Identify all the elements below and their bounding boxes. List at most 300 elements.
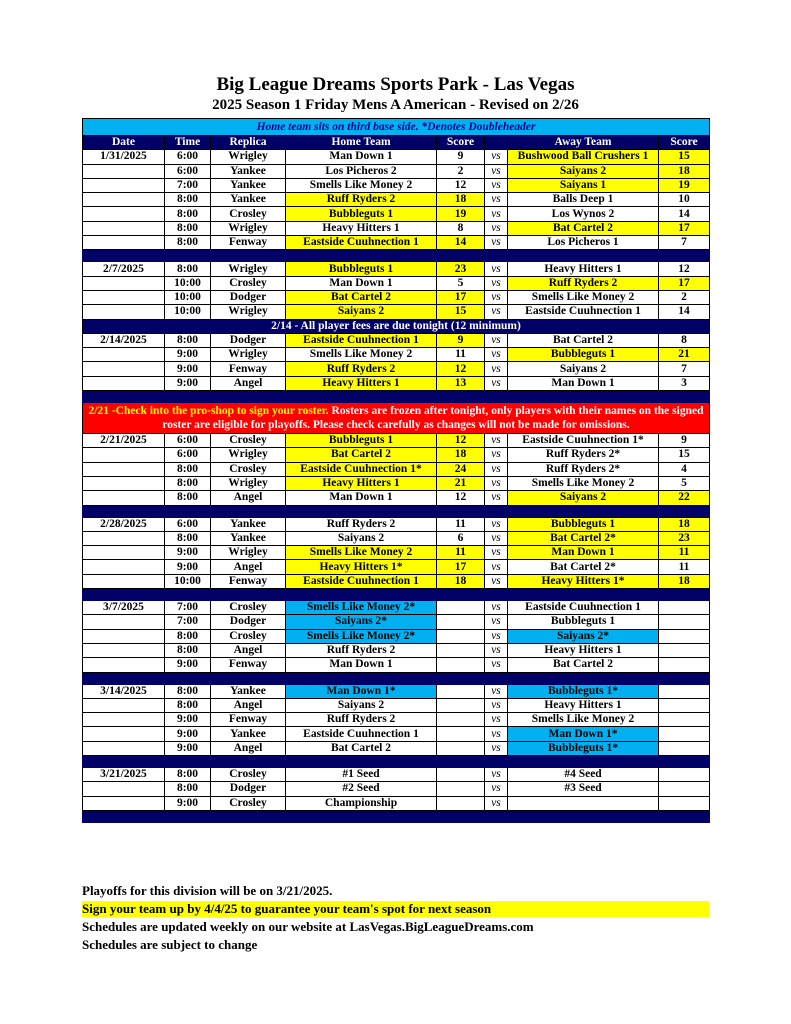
game-time: 8:00 bbox=[165, 333, 211, 347]
away-score bbox=[659, 713, 710, 727]
game-row bbox=[83, 796, 710, 810]
game-row bbox=[83, 178, 710, 192]
away-team: Man Down 1 bbox=[508, 546, 659, 560]
game-time: 8:00 bbox=[165, 531, 211, 545]
home-team: #2 Seed bbox=[286, 782, 437, 796]
game-field: Crosley bbox=[211, 767, 286, 781]
game-row bbox=[83, 643, 710, 657]
away-team: Saiyans 2 bbox=[508, 491, 659, 505]
home-team: Eastside Cuuhnection 1 bbox=[286, 333, 437, 347]
home-score: 12 bbox=[437, 434, 485, 448]
game-field: Angel bbox=[211, 643, 286, 657]
vs-label: vs bbox=[485, 236, 508, 250]
home-score: 13 bbox=[437, 376, 485, 390]
home-score bbox=[437, 698, 485, 712]
vs-label: vs bbox=[485, 796, 508, 810]
vs-label: vs bbox=[485, 333, 508, 347]
home-score: 19 bbox=[437, 207, 485, 221]
separator-cell bbox=[437, 250, 485, 262]
game-row bbox=[83, 376, 710, 390]
away-team: Los Wynos 2 bbox=[508, 207, 659, 221]
separator-cell bbox=[165, 505, 211, 517]
home-score: 5 bbox=[437, 276, 485, 290]
vs-label: vs bbox=[485, 434, 508, 448]
footer-website: Schedules are updated weekly on our website at LasVegas.BigLeagueDreams.com bbox=[82, 919, 534, 934]
game-date bbox=[83, 164, 165, 178]
vs-label: vs bbox=[485, 658, 508, 672]
home-score bbox=[437, 782, 485, 796]
away-team: Heavy Hitters 1* bbox=[508, 574, 659, 588]
game-field: Wrigley bbox=[211, 476, 286, 490]
home-score: 24 bbox=[437, 462, 485, 476]
game-field: Dodger bbox=[211, 782, 286, 796]
separator-cell bbox=[211, 250, 286, 262]
away-score: 17 bbox=[659, 221, 710, 235]
home-team: Saiyans 2* bbox=[286, 615, 437, 629]
home-score: 9 bbox=[437, 150, 485, 164]
separator-cell bbox=[286, 755, 437, 767]
away-team: Heavy Hitters 1 bbox=[508, 698, 659, 712]
game-date: 2/21/2025 bbox=[83, 434, 165, 448]
vs-label: vs bbox=[485, 698, 508, 712]
game-row bbox=[83, 305, 710, 319]
game-time: 8:00 bbox=[165, 193, 211, 207]
game-row bbox=[83, 560, 710, 574]
away-team: Bat Cartel 2 bbox=[508, 658, 659, 672]
separator-cell bbox=[286, 810, 437, 822]
vs-label: vs bbox=[485, 782, 508, 796]
home-score: 14 bbox=[437, 236, 485, 250]
home-team: Man Down 1 bbox=[286, 150, 437, 164]
home-score: 11 bbox=[437, 517, 485, 531]
game-time: 8:00 bbox=[165, 684, 211, 698]
game-row bbox=[83, 698, 710, 712]
away-team: Smells Like Money 2 bbox=[508, 713, 659, 727]
game-field: Crosley bbox=[211, 207, 286, 221]
separator-cell bbox=[485, 672, 508, 684]
game-row bbox=[83, 276, 710, 290]
game-date bbox=[83, 376, 165, 390]
away-score: 19 bbox=[659, 178, 710, 192]
game-date bbox=[83, 236, 165, 250]
vs-label: vs bbox=[485, 193, 508, 207]
separator-cell bbox=[165, 391, 211, 403]
game-time: 8:00 bbox=[165, 767, 211, 781]
home-team: Los Picheros 2 bbox=[286, 164, 437, 178]
game-date bbox=[83, 305, 165, 319]
game-time: 8:00 bbox=[165, 491, 211, 505]
game-time: 9:00 bbox=[165, 796, 211, 810]
game-date: 1/31/2025 bbox=[83, 150, 165, 164]
vs-label: vs bbox=[485, 221, 508, 235]
home-team: Smells Like Money 2* bbox=[286, 629, 437, 643]
game-field: Angel bbox=[211, 560, 286, 574]
game-row bbox=[83, 290, 710, 304]
away-score: 2 bbox=[659, 290, 710, 304]
game-date bbox=[83, 615, 165, 629]
home-score: 11 bbox=[437, 348, 485, 362]
away-team: #4 Seed bbox=[508, 767, 659, 781]
separator-cell bbox=[485, 250, 508, 262]
game-time: 8:00 bbox=[165, 476, 211, 490]
home-score bbox=[437, 741, 485, 755]
game-time: 8:00 bbox=[165, 643, 211, 657]
game-date bbox=[83, 207, 165, 221]
game-time: 10:00 bbox=[165, 276, 211, 290]
game-date: 3/14/2025 bbox=[83, 684, 165, 698]
away-team: Ruff Ryders 2* bbox=[508, 462, 659, 476]
game-time: 10:00 bbox=[165, 290, 211, 304]
game-field: Dodger bbox=[211, 290, 286, 304]
game-date bbox=[83, 643, 165, 657]
vs-label: vs bbox=[485, 713, 508, 727]
separator-cell bbox=[485, 589, 508, 601]
away-team: Man Down 1* bbox=[508, 727, 659, 741]
notice-text: 2/14 - All player fees are due tonight (12 minimum) bbox=[83, 319, 710, 333]
away-team: #3 Seed bbox=[508, 782, 659, 796]
away-team: Saiyans 2 bbox=[508, 164, 659, 178]
separator-cell bbox=[485, 755, 508, 767]
section-separator bbox=[83, 391, 710, 403]
home-team: #1 Seed bbox=[286, 767, 437, 781]
home-team: Eastside Cuuhnection 1* bbox=[286, 462, 437, 476]
away-team: Bubbleguts 1 bbox=[508, 517, 659, 531]
home-team: Eastside Cuuhnection 1 bbox=[286, 236, 437, 250]
home-team: Bat Cartel 2 bbox=[286, 741, 437, 755]
away-score: 10 bbox=[659, 193, 710, 207]
away-team: Heavy Hitters 1 bbox=[508, 643, 659, 657]
home-team: Man Down 1* bbox=[286, 684, 437, 698]
separator-cell bbox=[165, 755, 211, 767]
footer-change-notice: Schedules are subject to change bbox=[82, 937, 258, 952]
game-date bbox=[83, 560, 165, 574]
game-date: 3/7/2025 bbox=[83, 601, 165, 615]
home-score: 12 bbox=[437, 362, 485, 376]
home-team: Ruff Ryders 2 bbox=[286, 713, 437, 727]
separator-cell bbox=[659, 755, 710, 767]
away-team: Man Down 1 bbox=[508, 376, 659, 390]
header-time: Time bbox=[165, 136, 211, 150]
game-date: 2/28/2025 bbox=[83, 517, 165, 531]
home-team: Eastside Cuuhnection 1 bbox=[286, 727, 437, 741]
separator-cell bbox=[437, 755, 485, 767]
game-field: Wrigley bbox=[211, 348, 286, 362]
separator-cell bbox=[83, 755, 165, 767]
game-date bbox=[83, 546, 165, 560]
game-time: 8:00 bbox=[165, 462, 211, 476]
game-date bbox=[83, 476, 165, 490]
separator-cell bbox=[286, 505, 437, 517]
separator-cell bbox=[508, 672, 659, 684]
game-time: 6:00 bbox=[165, 164, 211, 178]
separator-cell bbox=[659, 589, 710, 601]
home-score: 18 bbox=[437, 193, 485, 207]
away-score bbox=[659, 727, 710, 741]
home-score bbox=[437, 629, 485, 643]
game-time: 9:00 bbox=[165, 362, 211, 376]
away-score: 12 bbox=[659, 262, 710, 276]
schedule-table bbox=[82, 118, 710, 823]
game-row bbox=[83, 348, 710, 362]
game-time: 9:00 bbox=[165, 727, 211, 741]
away-score bbox=[659, 796, 710, 810]
home-team: Man Down 1 bbox=[286, 491, 437, 505]
separator-cell bbox=[211, 391, 286, 403]
game-date: 2/7/2025 bbox=[83, 262, 165, 276]
away-team: Los Picheros 1 bbox=[508, 236, 659, 250]
footer-playoffs: Playoffs for this division will be on 3/21/2025. bbox=[82, 883, 333, 898]
game-field: Crosley bbox=[211, 796, 286, 810]
away-score: 18 bbox=[659, 574, 710, 588]
game-row bbox=[83, 262, 710, 276]
game-date bbox=[83, 348, 165, 362]
game-field: Dodger bbox=[211, 615, 286, 629]
home-score: 6 bbox=[437, 531, 485, 545]
game-field: Crosley bbox=[211, 601, 286, 615]
separator-cell bbox=[165, 250, 211, 262]
separator-cell bbox=[659, 810, 710, 822]
separator-cell bbox=[508, 755, 659, 767]
roster-notice-highlight: 2/21 -Check into the pro-shop to sign your roster. bbox=[88, 405, 329, 418]
home-score bbox=[437, 796, 485, 810]
game-time: 7:00 bbox=[165, 615, 211, 629]
header-home-score: Score bbox=[437, 136, 485, 150]
vs-label: vs bbox=[485, 262, 508, 276]
home-score: 18 bbox=[437, 574, 485, 588]
game-row bbox=[83, 531, 710, 545]
vs-label: vs bbox=[485, 150, 508, 164]
section-separator bbox=[83, 672, 710, 684]
home-team: Bubbleguts 1 bbox=[286, 207, 437, 221]
away-score: 15 bbox=[659, 150, 710, 164]
separator-cell bbox=[286, 250, 437, 262]
game-row bbox=[83, 546, 710, 560]
away-score bbox=[659, 629, 710, 643]
game-time: 9:00 bbox=[165, 560, 211, 574]
separator-cell bbox=[83, 505, 165, 517]
game-date bbox=[83, 276, 165, 290]
home-score: 21 bbox=[437, 476, 485, 490]
game-time: 8:00 bbox=[165, 698, 211, 712]
game-time: 9:00 bbox=[165, 713, 211, 727]
away-team: Smells Like Money 2 bbox=[508, 476, 659, 490]
away-team: Ruff Ryders 2* bbox=[508, 448, 659, 462]
game-field: Angel bbox=[211, 376, 286, 390]
separator-cell bbox=[83, 810, 165, 822]
vs-label: vs bbox=[485, 574, 508, 588]
away-team: Heavy Hitters 1 bbox=[508, 262, 659, 276]
home-team: Ruff Ryders 2 bbox=[286, 517, 437, 531]
away-team: Balls Deep 1 bbox=[508, 193, 659, 207]
separator-cell bbox=[83, 589, 165, 601]
home-team: Eastside Cuuhnection 1 bbox=[286, 574, 437, 588]
away-score: 14 bbox=[659, 305, 710, 319]
game-time: 10:00 bbox=[165, 574, 211, 588]
separator-cell bbox=[659, 391, 710, 403]
away-team: Eastside Cuuhnection 1 bbox=[508, 601, 659, 615]
vs-label: vs bbox=[485, 276, 508, 290]
vs-label: vs bbox=[485, 560, 508, 574]
away-score: 3 bbox=[659, 376, 710, 390]
vs-label: vs bbox=[485, 178, 508, 192]
away-score: 18 bbox=[659, 517, 710, 531]
section-separator bbox=[83, 589, 710, 601]
header-away-score: Score bbox=[659, 136, 710, 150]
game-field: Wrigley bbox=[211, 221, 286, 235]
home-score bbox=[437, 615, 485, 629]
header-vs bbox=[485, 136, 508, 150]
game-date bbox=[83, 698, 165, 712]
game-time: 6:00 bbox=[165, 434, 211, 448]
away-score bbox=[659, 658, 710, 672]
away-score: 5 bbox=[659, 476, 710, 490]
game-row bbox=[83, 574, 710, 588]
game-time: 6:00 bbox=[165, 150, 211, 164]
game-row bbox=[83, 193, 710, 207]
game-field: Fenway bbox=[211, 713, 286, 727]
home-team: Man Down 1 bbox=[286, 276, 437, 290]
game-time: 9:00 bbox=[165, 741, 211, 755]
home-score bbox=[437, 658, 485, 672]
away-score bbox=[659, 741, 710, 755]
footer-signup: Sign your team up by 4/4/25 to guarantee your team's spot for next season bbox=[82, 901, 709, 917]
game-row bbox=[83, 629, 710, 643]
away-team: Bat Cartel 2* bbox=[508, 560, 659, 574]
away-score bbox=[659, 767, 710, 781]
home-score: 17 bbox=[437, 290, 485, 304]
home-team: Heavy Hitters 1 bbox=[286, 476, 437, 490]
game-time: 8:00 bbox=[165, 221, 211, 235]
home-team: Bat Cartel 2 bbox=[286, 290, 437, 304]
separator-cell bbox=[286, 672, 437, 684]
separator-cell bbox=[437, 672, 485, 684]
separator-cell bbox=[211, 589, 286, 601]
home-team: Smells Like Money 2 bbox=[286, 178, 437, 192]
home-score bbox=[437, 767, 485, 781]
game-row bbox=[83, 207, 710, 221]
game-field: Dodger bbox=[211, 333, 286, 347]
away-team: Bubbleguts 1 bbox=[508, 348, 659, 362]
game-row bbox=[83, 164, 710, 178]
home-team: Saiyans 2 bbox=[286, 698, 437, 712]
game-row bbox=[83, 601, 710, 615]
vs-label: vs bbox=[485, 362, 508, 376]
away-score: 14 bbox=[659, 207, 710, 221]
game-date bbox=[83, 741, 165, 755]
game-date bbox=[83, 574, 165, 588]
game-time: 6:00 bbox=[165, 517, 211, 531]
game-time: 8:00 bbox=[165, 629, 211, 643]
game-row bbox=[83, 713, 710, 727]
game-row bbox=[83, 491, 710, 505]
vs-label: vs bbox=[485, 448, 508, 462]
game-row bbox=[83, 221, 710, 235]
game-row bbox=[83, 476, 710, 490]
home-team: Smells Like Money 2 bbox=[286, 348, 437, 362]
game-row bbox=[83, 741, 710, 755]
game-date: 3/21/2025 bbox=[83, 767, 165, 781]
vs-label: vs bbox=[485, 462, 508, 476]
away-team bbox=[508, 796, 659, 810]
vs-label: vs bbox=[485, 290, 508, 304]
home-team: Bubbleguts 1 bbox=[286, 262, 437, 276]
home-team: Ruff Ryders 2 bbox=[286, 643, 437, 657]
game-field: Crosley bbox=[211, 629, 286, 643]
home-team: Saiyans 2 bbox=[286, 305, 437, 319]
away-team: Saiyans 2 bbox=[508, 362, 659, 376]
home-score: 18 bbox=[437, 448, 485, 462]
away-score: 22 bbox=[659, 491, 710, 505]
away-score: 9 bbox=[659, 434, 710, 448]
vs-label: vs bbox=[485, 684, 508, 698]
separator-cell bbox=[211, 810, 286, 822]
away-team: Ruff Ryders 2 bbox=[508, 276, 659, 290]
separator-cell bbox=[508, 505, 659, 517]
banner-text: Home team sits on third base side. *Denotes Doubleheader bbox=[83, 119, 710, 136]
away-score: 23 bbox=[659, 531, 710, 545]
home-score: 23 bbox=[437, 262, 485, 276]
separator-cell bbox=[437, 505, 485, 517]
game-date bbox=[83, 362, 165, 376]
vs-label: vs bbox=[485, 164, 508, 178]
home-score bbox=[437, 684, 485, 698]
game-time: 8:00 bbox=[165, 782, 211, 796]
separator-cell bbox=[286, 391, 437, 403]
home-team: Ruff Ryders 2 bbox=[286, 362, 437, 376]
vs-label: vs bbox=[485, 601, 508, 615]
away-team: Eastside Cuuhnection 1 bbox=[508, 305, 659, 319]
banner-row bbox=[83, 119, 710, 136]
game-field: Wrigley bbox=[211, 448, 286, 462]
away-score: 17 bbox=[659, 276, 710, 290]
game-time: 10:00 bbox=[165, 305, 211, 319]
game-row bbox=[83, 684, 710, 698]
game-row bbox=[83, 462, 710, 476]
game-date bbox=[83, 796, 165, 810]
separator-cell bbox=[508, 391, 659, 403]
game-time: 9:00 bbox=[165, 546, 211, 560]
separator-cell bbox=[83, 672, 165, 684]
separator-cell bbox=[508, 810, 659, 822]
game-field: Fenway bbox=[211, 658, 286, 672]
home-score bbox=[437, 727, 485, 741]
game-field: Crosley bbox=[211, 434, 286, 448]
game-time: 7:00 bbox=[165, 178, 211, 192]
home-score bbox=[437, 601, 485, 615]
roster-notice-text bbox=[83, 403, 710, 434]
game-row bbox=[83, 658, 710, 672]
game-date bbox=[83, 448, 165, 462]
game-row bbox=[83, 448, 710, 462]
game-date: 2/14/2025 bbox=[83, 333, 165, 347]
notice-row bbox=[83, 319, 710, 333]
vs-label: vs bbox=[485, 741, 508, 755]
game-row bbox=[83, 517, 710, 531]
away-score: 15 bbox=[659, 448, 710, 462]
header-date: Date bbox=[83, 136, 165, 150]
separator-cell bbox=[437, 589, 485, 601]
game-field: Angel bbox=[211, 491, 286, 505]
game-date bbox=[83, 221, 165, 235]
home-score bbox=[437, 643, 485, 657]
vs-label: vs bbox=[485, 727, 508, 741]
home-score: 8 bbox=[437, 221, 485, 235]
away-team: Bubbleguts 1* bbox=[508, 741, 659, 755]
separator-cell bbox=[437, 810, 485, 822]
game-date bbox=[83, 531, 165, 545]
game-time: 8:00 bbox=[165, 262, 211, 276]
header-replica: Replica bbox=[211, 136, 286, 150]
